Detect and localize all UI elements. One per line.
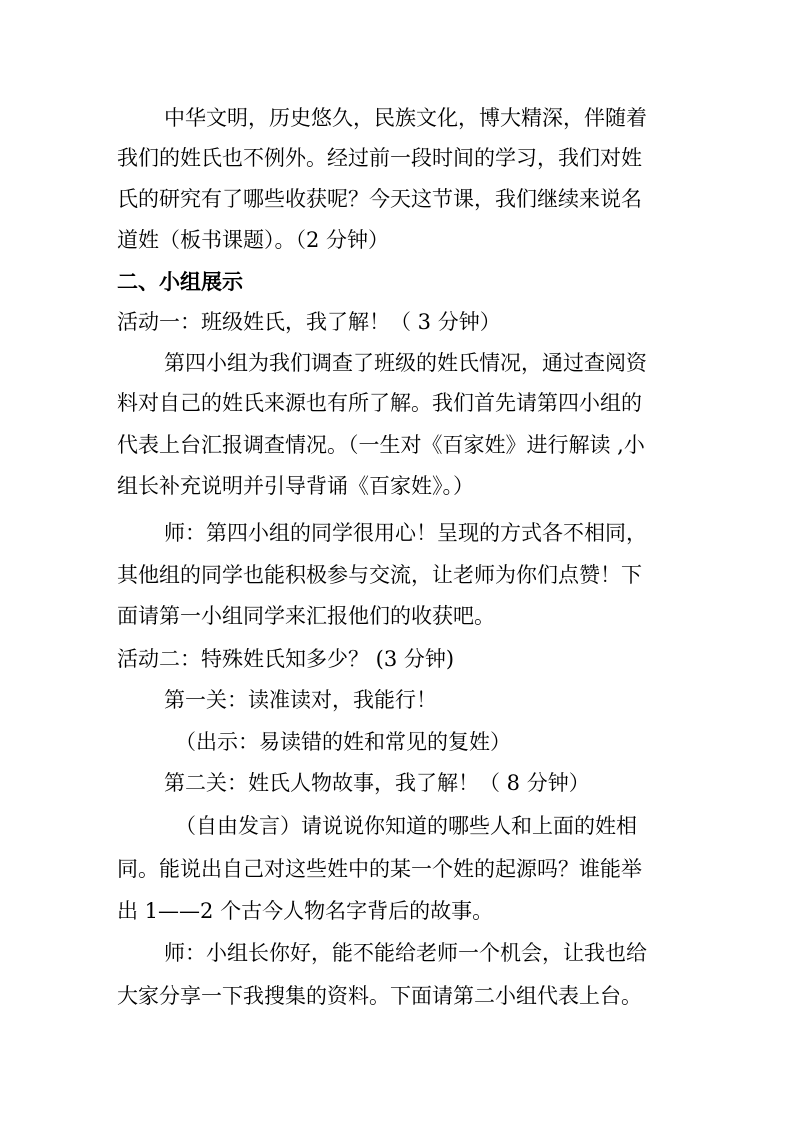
section-heading: 二、小组展示	[117, 269, 243, 294]
paragraph-line: 代表上台汇报调查情况。（一生对《百家姓》进行解读 ,小	[117, 433, 645, 457]
paragraph-line: 中华文明，历史悠久，民族文化，博大精深，伴随着	[164, 106, 647, 130]
paragraph-line: （自由发言）请说说你知道的哪些人和上面的姓相	[175, 814, 637, 838]
paragraph-line: 料对自己的姓氏来源也有所了解。我们首先请第四小组的	[117, 391, 642, 415]
paragraph-line: （出示：易读错的姓和常见的复姓）	[175, 730, 511, 754]
paragraph-line: 氏的研究有了哪些收获呢？今天这节课，我们继续来说名	[117, 187, 642, 211]
paragraph-line: 我们的姓氏也不例外。经过前一段时间的学习，我们对姓	[117, 146, 642, 170]
paragraph-line: 师：小组长你好，能不能给老师一个机会，让我也给	[164, 941, 647, 965]
paragraph-line: 第一关：读准读对，我能行！	[164, 688, 437, 712]
paragraph-line: 师：第四小组的同学很用心！呈现的方式各不相同，	[164, 521, 647, 545]
paragraph-line: 面请第一小组同学来汇报他们的收获吧。	[117, 604, 495, 628]
paragraph-line: 第四小组为我们调查了班级的姓氏情况，通过查阅资	[164, 351, 647, 375]
paragraph-line: 大家分享一下我搜集的资料。下面请第二小组代表上台。	[117, 984, 642, 1008]
paragraph-line: 组长补充说明并引导背诵《百家姓》。）	[117, 474, 474, 498]
paragraph-line: 同。能说出自己对这些姓中的某一个姓的起源吗？谁能举	[117, 857, 642, 881]
activity-heading: 活动二：特殊姓氏知多少？ (3 分钟)	[117, 647, 455, 671]
paragraph-line: 道姓（板书课题）。（2 分钟）	[117, 228, 390, 252]
activity-heading: 活动一：班级姓氏，我了解！（ 3 分钟）	[117, 310, 501, 334]
paragraph-line: 其他组的同学也能积极参与交流，让老师为你们点赞！下	[117, 563, 642, 587]
paragraph-line: 出 1——2 个古今人物名字背后的故事。	[117, 899, 494, 923]
paragraph-line: 第二关：姓氏人物故事，我了解！（ 8 分钟）	[164, 771, 590, 795]
